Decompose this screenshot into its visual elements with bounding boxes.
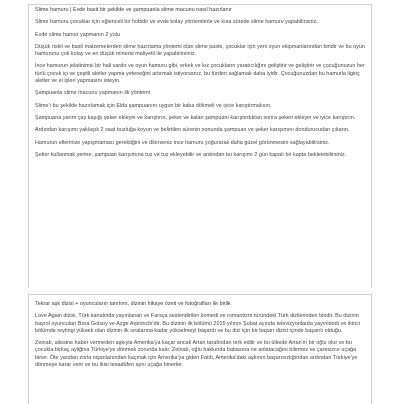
article-paragraph: Şampuana yarım çay kaşığı şeker ekleyin ve karıştırın, şeker ve kalan şampuanı karıştırdıktan sonra şekeri ekleyin ve iyice karıştırın. xyxy=(35,114,356,121)
series-article-section xyxy=(28,294,372,404)
article-paragraph: Düşük riskli ve basit malzemelerden slime hazırlama yöntemi olan slime paste, çocuklar için yeni oyun ekipmanlarından biridir ve bu oyun hamurunu çok kolay ve en düşük mineral maliyetli ile yapabilirsiniz. xyxy=(35,43,365,58)
article-paragraph: Şeker kullanmak yerine, şampuan karışımına tuz ve tuz ekleyebilir ve ardından bu karışımı 2 gün kapalı bir kapta bekletebilirsiniz. xyxy=(35,151,347,158)
article-intro: Slime hamuru çocuklar için eğlenceli bir hobidir ve evde kolay yöntemlerle ve kısa sürede slime hamuru yapabilirsiniz. xyxy=(35,19,318,26)
article-paragraph: Ardından karışımı yaklaşık 2 saat buzluğa koyun ve belirtilen sürenin sonunda şampuan ve şeker karışımını dondurucudan çıkarın. xyxy=(35,127,350,134)
article-paragraph: İnce hamurun jelatinimsi bir hali vardır ve oyun hamuru gibi, erkek ve kız çocukların yaratıcılığını geliştirir ve geliştirir ve çocuğunuzun her türlü çocuk içi ve çeşitli aletler yapma yeteneğini artırmak istiyorsanız, bu türden sağlamak daha iyidir. Çocuğunuzdan bu hamurla ilginç aletler ve el işleri yapmasını isteyin. xyxy=(35,63,365,85)
article-heading: Şampuanla slime macunu yapmanın ilk yöntemi xyxy=(35,90,151,97)
article-paragraph: Love Again dizisi, Türk kanalında yayınlanan ve Farsça seslendirilen komedi ve romantizm türündeki Türk dizilerinden biridir. Bu dizinin başrol oyuncuları Bora Golsoy ve Azge Arpirinchi'dir. Bu dizinin ilk bölümü 2015 yılının Şubat ayında televizyonlarda yayınlandı ve ikinci bölümde reytingi yüksek olan dizinin ilk sıralarına kadar yükselmeyi başardı ve bu dizi için bir başarı dizisi içinde başarılı olduğu. xyxy=(35,313,361,334)
slime-article-section xyxy=(28,4,372,288)
article-title: Tekrar aşk dizisi + oyuncuların tanıtımı, dizinin hikaye özeti ve fotoğrafları ile birlik xyxy=(35,301,231,307)
article-paragraph: Hamurun ellerinize yapışmaması gerektiğini ve dilerseniz ince hamuru yoğurarak daha güzel görünmesini sağlayabilirsiniz. xyxy=(35,139,330,146)
article-heading: Evde slime hamur yapmanın 2 yolu xyxy=(35,31,120,38)
article-paragraph: Zeinab, ailesine haber vermeden aşkıyla Amerika'ya kaçar ancak Artan tarafından terk edilir ve bu ülkede Artan'ın bir oğlu olur ve bu çocukla birkaç ayliğina Türkiye'ye dönmek zorunda kalır. Zeinab, oğlu hakkında babasına ne anlatacağını bilemez ve çaresizce uçağa biner. Öte yandan zorla nişanlanından kaçmak için Amerika'ya giden Fatih, Amerika'daki aşkının başarısızlığından ardından Türkiye'ye dönmeye karar verir ve bu ikisi tesadüfen aynı uçağa binerler. xyxy=(35,340,358,369)
article-paragraph: Slime'ı bu şekilde hazırlamak için Elda şampuanını uygun bir kaba dökmeli ve iyice karıştırmalısın. xyxy=(35,102,272,109)
article-title: Slime hamuru | Evde basit bir şekilde ve şampuanla slime macunu nasıl hazırlanır xyxy=(35,7,232,13)
